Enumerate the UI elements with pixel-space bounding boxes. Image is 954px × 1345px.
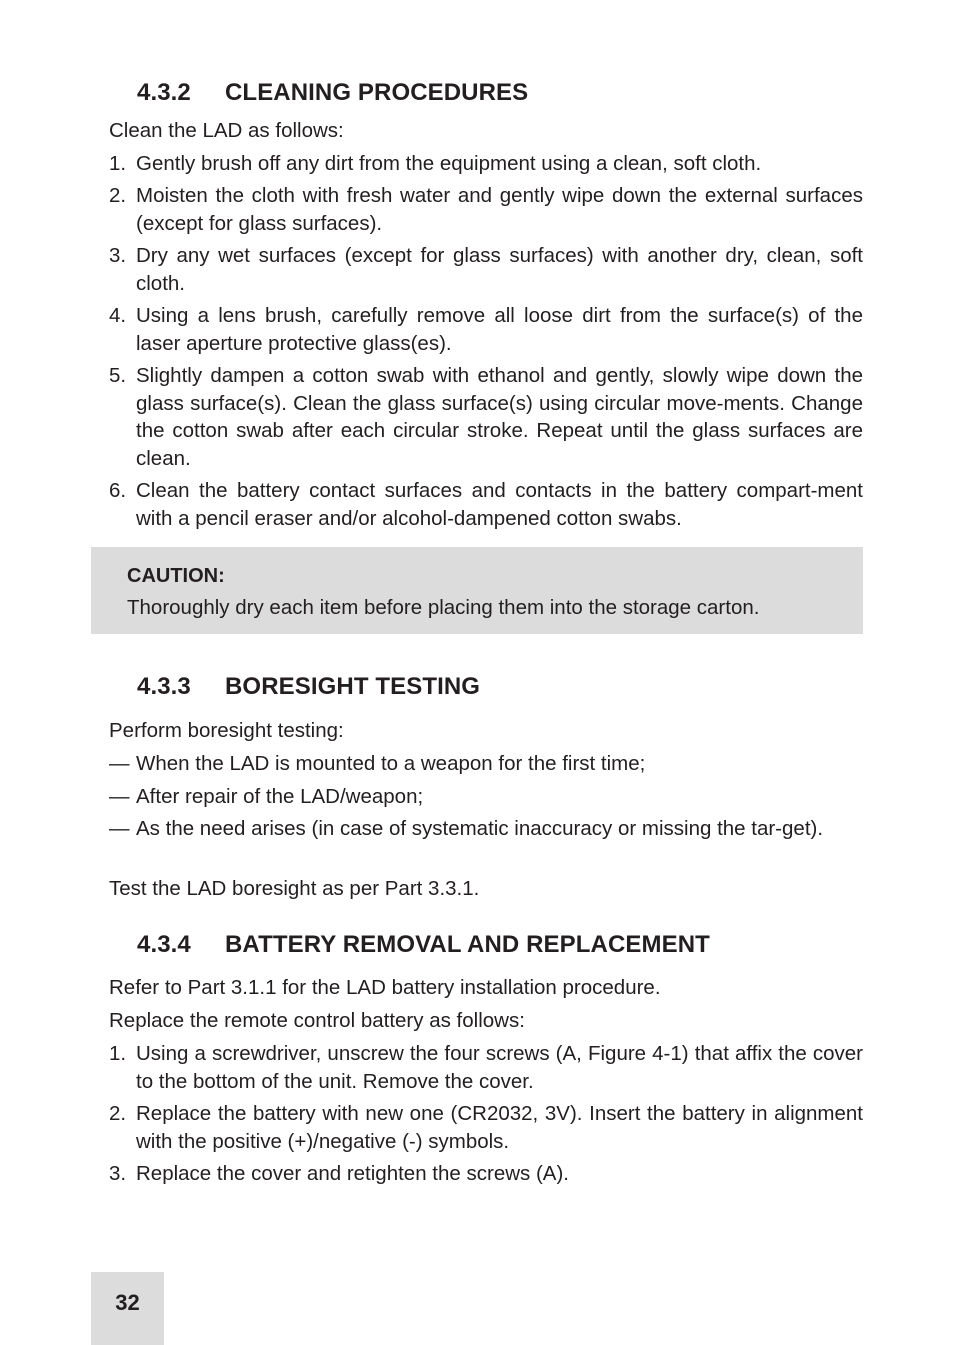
- battery-para-1: Refer to Part 3.1.1 for the LAD battery installation procedure.: [109, 976, 661, 999]
- caution-text: Thoroughly dry each item before placing them into the storage carton.: [127, 596, 760, 619]
- list-item-text: Dry any wet surfaces (except for glass surfaces) with another dry, clean, soft cloth.: [136, 244, 863, 295]
- list-item-text: Replace the cover and retighten the screws (A).: [136, 1162, 569, 1185]
- section-title: BORESIGHT TESTING: [225, 673, 481, 700]
- cleaning-intro: Clean the LAD as follows:: [109, 119, 344, 142]
- page-number: 32: [115, 1290, 140, 1315]
- list-number: 2.: [109, 184, 127, 207]
- battery-para-2: Replace the remote control battery as follows:: [109, 1009, 525, 1032]
- list-item-text: Moisten the cloth with fresh water and gently wipe down the external surfaces (except for glass surfaces).: [136, 184, 863, 235]
- section-heading-cleaning: [137, 79, 528, 107]
- list-number: 2.: [109, 1102, 127, 1125]
- list-number: 1.: [109, 152, 127, 175]
- list-item-text: Clean the battery contact surfaces and contacts in the battery compart-ment with a pencil eraser and/or alcohol-dampened cotton swabs.: [136, 479, 863, 530]
- list-item-text: After repair of the LAD/weapon;: [136, 785, 424, 808]
- list-number: 5.: [109, 364, 127, 387]
- list-item-text: Using a lens brush, carefully remove all loose dirt from the surface(s) of the laser aperture protective glass(es).: [136, 304, 863, 355]
- list-item: [109, 1040, 863, 1095]
- list-dash: —: [109, 817, 130, 840]
- section-heading-battery: [137, 931, 710, 959]
- list-item: [109, 477, 863, 532]
- list-item: [109, 750, 863, 778]
- list-item-text: Slightly dampen a cotton swab with ethanol and gently, slowly wipe down the glass surface(s). Clean the glass surface(s) using circular move-ments. Change the cotton swab after each circular stroke. Repeat until the glass surfaces are clean.: [136, 364, 863, 470]
- list-item: [109, 242, 863, 297]
- list-item-text: As the need arises (in case of systematic inaccuracy or missing the tar-get).: [136, 817, 824, 840]
- list-dash: —: [109, 785, 130, 808]
- list-item-text: When the LAD is mounted to a weapon for the first time;: [136, 752, 646, 775]
- list-item: [109, 1160, 863, 1188]
- section-number: 4.3.2: [137, 79, 191, 106]
- list-item-text: Gently brush off any dirt from the equipment using a clean, soft cloth.: [136, 152, 762, 175]
- list-number: 6.: [109, 479, 127, 502]
- section-title: BATTERY REMOVAL AND REPLACEMENT: [225, 931, 710, 958]
- list-number: 4.: [109, 304, 127, 327]
- section-heading-boresight: [137, 673, 480, 701]
- list-item: [109, 783, 863, 811]
- list-number: 3.: [109, 244, 127, 267]
- list-item: [109, 1100, 863, 1155]
- list-number: 1.: [109, 1042, 127, 1065]
- list-item: [109, 302, 863, 357]
- list-item: [109, 362, 863, 472]
- boresight-outro: Test the LAD boresight as per Part 3.3.1.: [109, 877, 480, 900]
- list-item: [109, 815, 863, 843]
- list-item-text: Replace the battery with new one (CR2032, 3V). Insert the battery in alignment with the positive (+)/negative (-) symbols.: [136, 1102, 863, 1153]
- list-item: [109, 150, 863, 178]
- caution-title: CAUTION:: [127, 565, 225, 587]
- list-item: [109, 182, 863, 237]
- page-number-box: [91, 1272, 164, 1345]
- section-number: 4.3.3: [137, 673, 191, 700]
- list-dash: —: [109, 752, 130, 775]
- section-number: 4.3.4: [137, 931, 191, 958]
- list-item-text: Using a screwdriver, unscrew the four screws (A, Figure 4-1) that affix the cover to the bottom of the unit. Remove the cover.: [136, 1042, 863, 1093]
- boresight-intro: Perform boresight testing:: [109, 719, 344, 742]
- section-title: CLEANING PROCEDURES: [225, 79, 529, 106]
- list-number: 3.: [109, 1162, 127, 1185]
- caution-box: [91, 547, 863, 634]
